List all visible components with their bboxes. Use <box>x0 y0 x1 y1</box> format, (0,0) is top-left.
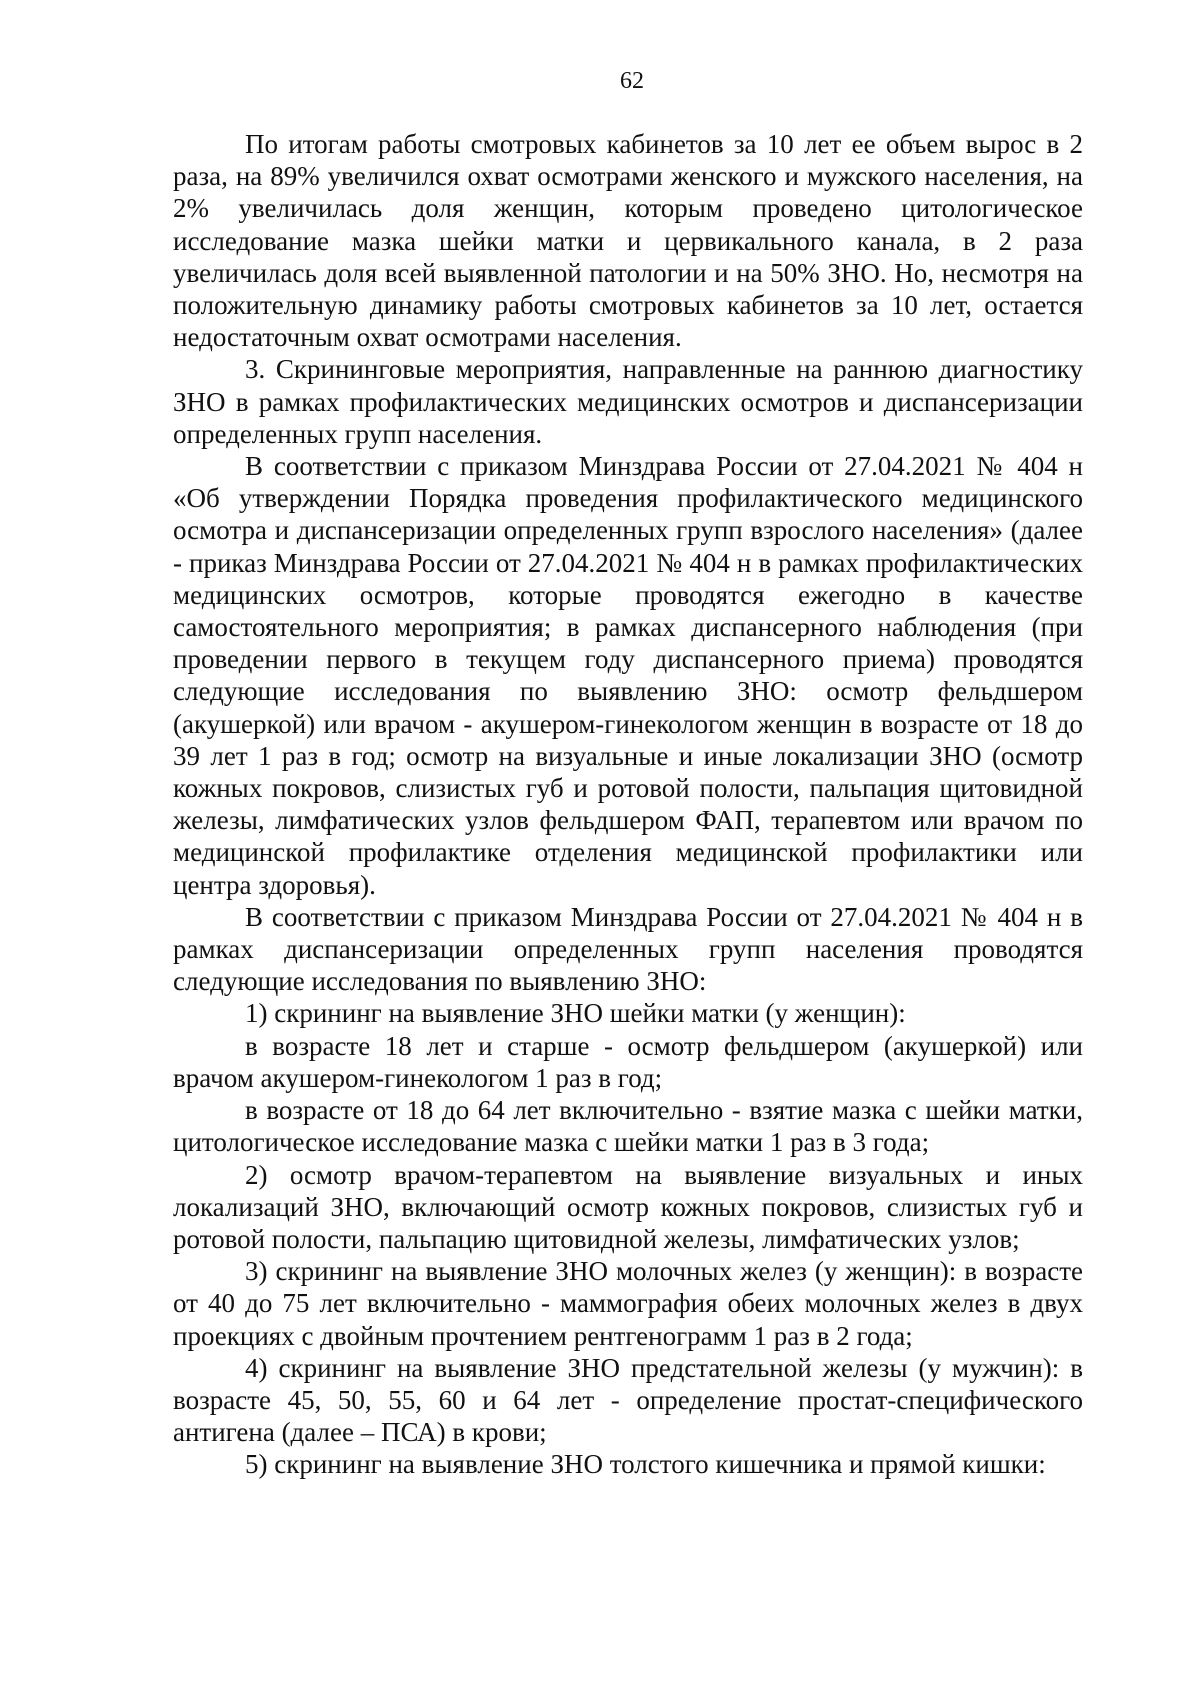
paragraph-cervical-smear-18-64: в возрасте от 18 до 64 лет включительно - взятие мазка с шейки матки, цитологическое исследование мазка с шейки матки 1 раз в 3 года; <box>173 1095 1083 1158</box>
paragraph-screening-rooms-results: По итогам работы смотровых кабинетов за 10 лет ее объем вырос в 2 раза, на 89% увеличился охват осмотрами женского и мужского населения, на 2% увеличилась доля женщин, которым проведено цитологическое исследование мазка шейки матки и цервикального канала, в 2 раза увеличилась доля всей выявленной патологии и на 50% ЗНО. Но, несмотря на положительную динамику работы смотровых кабинетов за 10 лет, остается недостаточным охват осмотрами населения. <box>173 129 1083 353</box>
list-item-prostate-screening: 4) скрининг на выявление ЗНО предстательной железы (у мужчин): в возрасте 45, 50, 55, 60 и 64 лет - определение простат-специфического антигена (далее – ПСА) в крови; <box>173 1352 1083 1448</box>
list-item-colorectal-screening: 5) скрининг на выявление ЗНО толстого кишечника и прямой кишки: <box>245 1449 1046 1480</box>
paragraph-cervical-exam-18-plus: в возрасте 18 лет и старше - осмотр фельдшером (акушеркой) или врачом акушером-гинекологом 1 раз в год; <box>173 1030 1083 1093</box>
list-item-therapist-exam: 2) осмотр врачом-терапевтом на выявление визуальных и иных локализаций ЗНО, включающий осмотр кожных покровов, слизистых губ и ротовой полости, пальпацию щитовидной железы, лимфатических узлов; <box>173 1159 1083 1254</box>
list-item-breast-screening: 3) скрининг на выявление ЗНО молочных желез (у женщин): в возрасте от 40 до 75 лет включительно - маммография обеих молочных желез в двух проекциях с двойным прочтением рентгенограмм 1 раз в 2 года; <box>173 1256 1083 1351</box>
list-item-cervical-screening: 1) скрининг на выявление ЗНО шейки матки (у женщин): <box>245 998 906 1029</box>
page-number-container <box>0 66 1200 96</box>
document-body <box>173 128 1083 1481</box>
paragraph-order-404-checkups: В соответствии с приказом Минздрава России от 27.04.2021 № 404 н «Об утверждении Порядка проведения профилактического медицинского осмотра и диспансеризации определенных групп взрослого населения» (далее - приказ Минздрава России от 27.04.2021 № 404 н в рамках профилактических медицинских осмотров, которые проводятся ежегодно в качестве самостоятельного мероприятия; в рамках диспансерного наблюдения (при проведении первого в текущем году диспансерного приема) проводятся следующие исследования по выявлению ЗНО: осмотр фельдшером (акушеркой) или врачом - акушером-гинекологом женщин в возрасте от 18 до 39 лет 1 раз в год; осмотр на визуальные и иные локализации ЗНО (осмотр кожных покровов, слизистых губ и ротовой полости, пальпация щитовидной железы, лимфатических узлов фельдшером ФАП, терапевтом или врачом по медицинской профилактике отделения медицинской профилактики или центра здоровья). <box>173 451 1083 900</box>
page-number: 62 <box>620 68 644 94</box>
section-heading-screening-measures: 3. Скрининговые мероприятия, направленные на раннюю диагностику ЗНО в рамках профилактических медицинских осмотров и диспансеризации определенных групп населения. <box>173 354 1083 449</box>
paragraph-order-404-dispensary: В соответствии с приказом Минздрава России от 27.04.2021 № 404 н в рамках диспансеризации определенных групп населения проводятся следующие исследования по выявлению ЗНО: <box>173 901 1083 997</box>
